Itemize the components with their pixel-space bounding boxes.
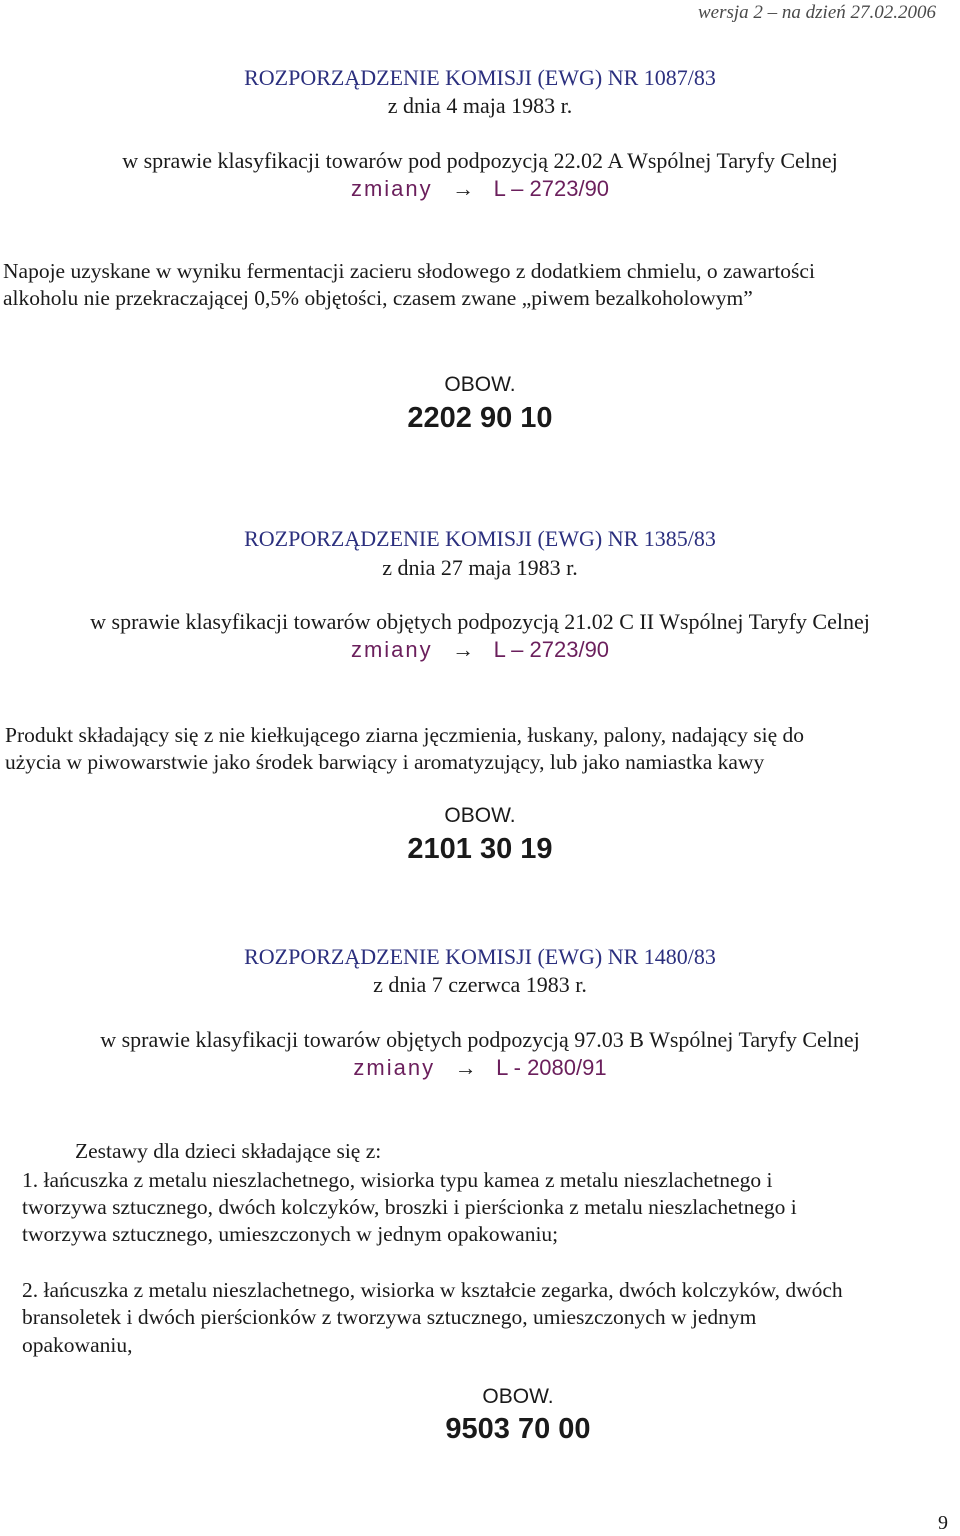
arrow-right-icon: → <box>452 637 475 662</box>
amendment-reference: L – 2723/90 <box>493 176 610 201</box>
amendment-reference: L – 2723/90 <box>493 637 610 662</box>
regulation-date: z dnia 27 maja 1983 r. <box>382 555 578 580</box>
regulation-title-1385-83: ROZPORZĄDZENIE KOMISJI (EWG) NR 1385/83 <box>244 526 716 551</box>
obow-label: OBOW. <box>444 373 516 396</box>
regulation-subject: w sprawie klasyfikacji towarów pod podpozycją 22.02 A Wspólnej Taryfy Celnej <box>122 148 838 173</box>
amendments-line <box>0 1055 960 1081</box>
regulation-date: z dnia 7 czerwca 1983 r. <box>373 972 587 997</box>
obow-label: OBOW. <box>444 804 516 827</box>
page-number: 9 <box>938 1512 948 1534</box>
version-header: wersja 2 – na dzień 27.02.2006 <box>697 2 936 23</box>
goods-description-line-1: Produkt składający się z nie kiełkującego ziarna jęczmienia, łuskany, palony, nadający się do <box>5 723 804 747</box>
goods-description-line-2: użycia w piwowarstwie jako środek barwiący i aromatyzujący, lub jako namiastka kawy <box>5 750 765 774</box>
item-2-line-3: opakowaniu, <box>22 1333 133 1357</box>
classification-code: 2202 90 10 <box>407 402 553 434</box>
amendments-line <box>0 637 960 663</box>
amendment-reference: L - 2080/91 <box>496 1055 607 1080</box>
goods-description-line-2: alkoholu nie przekraczającej 0,5% objętości, czasem zwane „piwem bezalkoholowym” <box>3 286 753 310</box>
regulation-title-1480-83: ROZPORZĄDZENIE KOMISJI (EWG) NR 1480/83 <box>244 944 716 969</box>
regulation-title-1087-83: ROZPORZĄDZENIE KOMISJI (EWG) NR 1087/83 <box>244 65 716 90</box>
item-1-line-1: 1. łańcuszka z metalu nieszlachetnego, wisiorka typu kamea z metalu nieszlachetnego i <box>22 1168 773 1192</box>
goods-description-line-1: Napoje uzyskane w wyniku fermentacji zacieru słodowego z dodatkiem chmielu, o zawartości <box>3 259 815 283</box>
item-2-line-2: bransoletek i dwóch pierścionków z tworzywa sztucznego, umieszczonych w jednym <box>22 1305 757 1329</box>
classification-code: 9503 70 00 <box>445 1413 591 1445</box>
amendments-label: zmiany <box>350 176 433 201</box>
classification-code: 2101 30 19 <box>407 833 553 865</box>
regulation-subject: w sprawie klasyfikacji towarów objętych podpozycją 97.03 B Wspólnej Taryfy Celnej <box>100 1027 860 1052</box>
arrow-right-icon: → <box>452 176 475 201</box>
item-1-line-2: tworzywa sztucznego, dwóch kolczyków, broszki i pierścionka z metalu nieszlachetnego i <box>22 1195 797 1219</box>
goods-intro: Zestawy dla dzieci składające się z: <box>75 1139 382 1163</box>
amendments-line <box>0 176 960 202</box>
regulation-subject: w sprawie klasyfikacji towarów objętych podpozycją 21.02 C II Wspólnej Taryfy Celnej <box>90 609 870 634</box>
amendments-label: zmiany <box>353 1055 436 1080</box>
regulation-date: z dnia 4 maja 1983 r. <box>387 93 573 118</box>
obow-label: OBOW. <box>482 1385 554 1408</box>
arrow-right-icon: → <box>454 1055 477 1080</box>
item-2-line-1: 2. łańcuszka z metalu nieszlachetnego, wisiorka w kształcie zegarka, dwóch kolczyków, dwóch <box>22 1278 843 1302</box>
item-1-line-3: tworzywa sztucznego, umieszczonych w jednym opakowaniu; <box>22 1222 559 1246</box>
amendments-label: zmiany <box>350 637 433 662</box>
